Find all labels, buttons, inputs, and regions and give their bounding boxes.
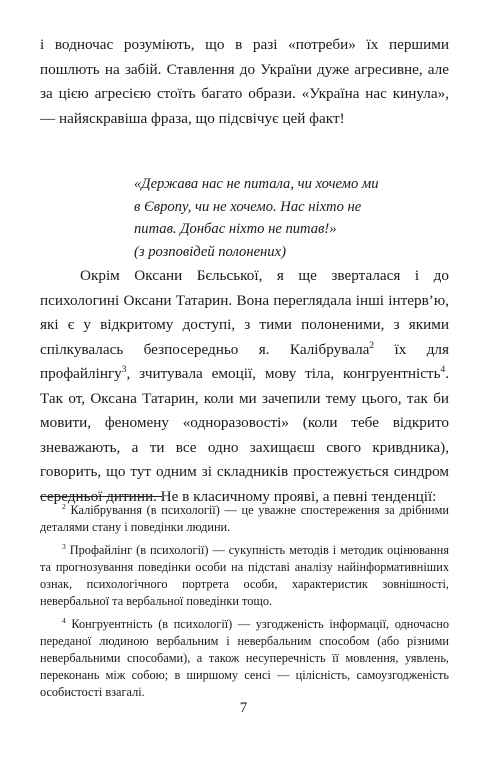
footnote	[40, 502, 449, 536]
footnotes	[40, 502, 449, 707]
quote-text: «Держава нас не питала, чи хочемо ми в Європу, чи не хочемо. Нас ніхто не питав. Донбас ніхто не питав!»	[134, 176, 379, 237]
footnote-divider	[40, 496, 162, 497]
paragraph-continued	[40, 33, 449, 131]
paragraph-text	[40, 264, 449, 509]
footnote-text: Профайлінг (в психології) — сукупність методів і методик оцінювання та прогнозування поведінки особи на підставі аналізу найінформативніших ознак, психологічного портрета особи, характеристик зовнішності, невербальної та вербальної поведінки тощо.	[40, 543, 450, 608]
text-run: їх для профайлінгу	[40, 340, 449, 382]
footnote	[40, 542, 449, 610]
text-run: Окрім Оксани Бєльської, я ще зверталася і до психологині Оксани Татарин. Вона переглядала інші інтерв’ю, які є у відкритому доступі, з тими полоненими, з якими спілкувалась безпосередньо я. Калібрувала	[40, 267, 449, 358]
paragraph-text: і водночас розуміють, що в разі «потреби» їх першими пошлють на забій. Ставлення до України дуже агресивне, але за цією агресією стоїть багато образи. «Україна нас кинула», — найяскравіша фраза, що підсвічує цей факт!	[40, 36, 449, 127]
footnote-ref: 2	[369, 340, 375, 351]
text-run: , зчитувала емоції, мову тіла, конгруентність	[126, 365, 441, 382]
footnote-number: 2	[62, 501, 66, 511]
page-number: 7	[239, 700, 248, 716]
footnote-number: 4	[62, 615, 66, 625]
quote-source: (з розповідей полонених)	[134, 243, 286, 260]
footnote-text: Конгруентність (в психології) — узгодженість інформації, одночасно переданої людиною вербальним і невербальним способом (або різними невербальними способами), а також несуперечність її мовлення, уявлень, переконань між собою; в ширшому сенсі — цілісність, самоузгодженість особистості взагалі.	[40, 617, 449, 699]
footnote-ref: 4	[440, 364, 446, 375]
text-run: . Так от, Оксана Татарин, коли ми зачепили тему цього, так би мовити, феномену «одноразовості» (коли тебе відкрито зневажають, а ти все одно захищаєш свого кривдника), говорить, що тут одним зі складників простежується синдром середньої дитини. Не в класичному прояві, а певні тенденції:	[40, 365, 449, 505]
footnote-ref: 3	[121, 364, 127, 375]
epigraph-quote	[134, 173, 387, 263]
paragraph-main	[40, 264, 449, 509]
footnote	[40, 616, 449, 701]
footnote-number: 3	[62, 541, 66, 551]
footnote-text: Калібрування (в психології) — це уважне спостереження за дрібними деталями стану і поведінки людини.	[40, 503, 450, 534]
